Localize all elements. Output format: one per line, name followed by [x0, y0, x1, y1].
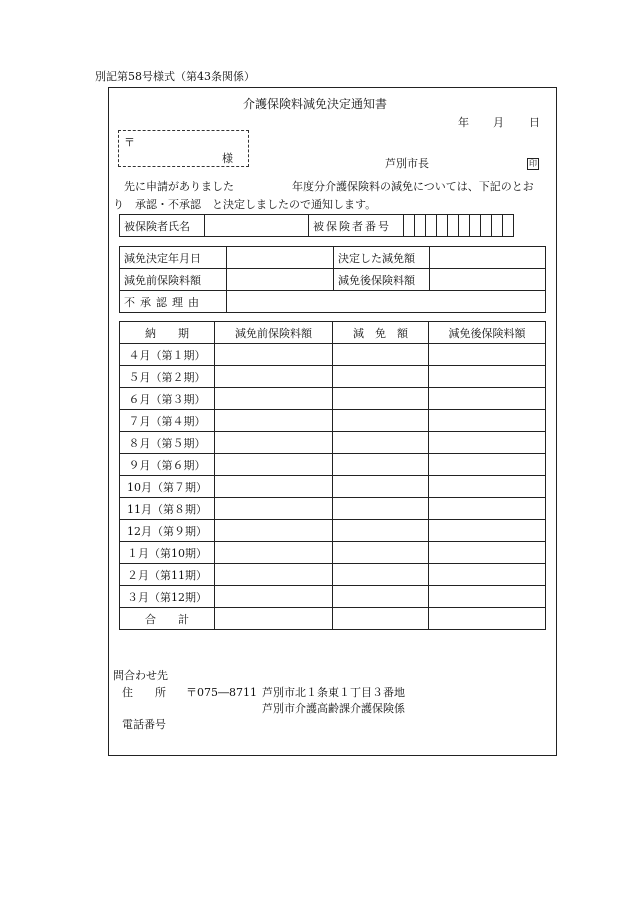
decision-table — [119, 246, 546, 313]
period-label: 10月（第７期） — [120, 476, 215, 498]
insured-number-label: 被保険者番号 — [309, 215, 404, 237]
after-amount-cell[interactable] — [429, 476, 546, 498]
contact-address-label: 住 所 — [122, 686, 166, 699]
after-amount-cell[interactable] — [429, 410, 546, 432]
after-amount-field[interactable] — [430, 269, 546, 291]
body-line2: り 承認・不承認 と決定しましたので通知します。 — [113, 198, 377, 211]
insured-number-digit[interactable] — [448, 215, 459, 237]
period-header: 納 期 — [120, 322, 215, 344]
insured-number-digit[interactable] — [481, 215, 492, 237]
insured-number-digit[interactable] — [404, 215, 415, 237]
period-row — [120, 454, 546, 476]
period-label: 11月（第８期） — [120, 498, 215, 520]
period-row — [120, 432, 546, 454]
period-label: ４月（第１期） — [120, 344, 215, 366]
reduction-cell[interactable] — [333, 344, 429, 366]
after-amount-cell[interactable] — [429, 564, 546, 586]
decision-amount-field[interactable] — [430, 247, 546, 269]
sender-name: 芦別市長 — [385, 157, 429, 170]
insured-number-digit[interactable] — [470, 215, 481, 237]
date-year: 年 — [458, 116, 469, 129]
period-row — [120, 410, 546, 432]
before-amount-cell[interactable] — [215, 366, 333, 388]
period-label: ９月（第６期） — [120, 454, 215, 476]
period-label: １月（第10期） — [120, 542, 215, 564]
before-amount-cell[interactable] — [215, 476, 333, 498]
period-table — [119, 321, 546, 630]
total-label: 合 計 — [120, 608, 215, 630]
reduction-cell[interactable] — [333, 432, 429, 454]
reduction-cell[interactable] — [333, 476, 429, 498]
seal-mark — [527, 156, 539, 170]
reduction-cell[interactable] — [333, 520, 429, 542]
contact-department: 芦別市介護高齢課介護保険係 — [262, 702, 405, 715]
body-line1-a: 先に申請がありました — [124, 180, 234, 193]
reduction-cell[interactable] — [333, 498, 429, 520]
period-row — [120, 498, 546, 520]
page-title: 介護保険料減免決定通知書 — [242, 97, 387, 111]
period-row — [120, 388, 546, 410]
decision-date-field[interactable] — [227, 247, 334, 269]
before-amount-cell[interactable] — [215, 520, 333, 542]
postal-mark: 〒 — [124, 136, 135, 149]
contact-heading: 問合わせ先 — [113, 669, 168, 682]
period-row — [120, 476, 546, 498]
date-month: 月 — [493, 116, 504, 129]
insured-number-digit[interactable] — [492, 215, 503, 237]
period-row — [120, 586, 546, 608]
after-amount-cell[interactable] — [429, 344, 546, 366]
after-amount-cell[interactable] — [429, 432, 546, 454]
period-row — [120, 542, 546, 564]
before-amount-cell[interactable] — [215, 432, 333, 454]
after-amount-cell[interactable] — [429, 586, 546, 608]
after-amount-cell[interactable] — [429, 542, 546, 564]
period-header: 減免前保険料額 — [215, 322, 333, 344]
decision-amount-label: 決定した減免額 — [334, 247, 430, 269]
total-reduction-cell[interactable] — [333, 608, 429, 630]
after-amount-cell[interactable] — [429, 388, 546, 410]
after-amount-cell[interactable] — [429, 366, 546, 388]
reason-label: 不承認理由 — [120, 291, 227, 313]
contact-phone-label: 電話番号 — [122, 718, 166, 731]
insured-name-label: 被保険者氏名 — [120, 215, 205, 237]
total-after-cell[interactable] — [429, 608, 546, 630]
total-row — [120, 608, 546, 630]
insured-number-digit[interactable] — [437, 215, 448, 237]
period-row — [120, 520, 546, 542]
period-label: ８月（第５期） — [120, 432, 215, 454]
reduction-cell[interactable] — [333, 410, 429, 432]
form-number: 別記第58号様式（第43条関係） — [95, 70, 255, 83]
period-label: ２月（第11期） — [120, 564, 215, 586]
before-amount-cell[interactable] — [215, 586, 333, 608]
period-label: ５月（第２期） — [120, 366, 215, 388]
after-amount-cell[interactable] — [429, 454, 546, 476]
before-amount-cell[interactable] — [215, 454, 333, 476]
before-amount-cell[interactable] — [215, 498, 333, 520]
period-label: ３月（第12期） — [120, 586, 215, 608]
period-label: 12月（第９期） — [120, 520, 215, 542]
seal-icon: 印 — [529, 159, 537, 168]
period-label: ６月（第３期） — [120, 388, 215, 410]
reduction-cell[interactable] — [333, 388, 429, 410]
period-row — [120, 366, 546, 388]
period-header: 減 免 額 — [333, 322, 429, 344]
insured-name-field[interactable] — [205, 215, 309, 237]
reduction-cell[interactable] — [333, 542, 429, 564]
contact-address: 芦別市北１条東１丁目３番地 — [262, 686, 405, 699]
before-amount-cell[interactable] — [215, 564, 333, 586]
contact-postal: 〒075―8711 — [186, 686, 257, 699]
before-amount-cell[interactable] — [215, 542, 333, 564]
before-amount-field[interactable] — [227, 269, 334, 291]
insured-number-digit[interactable] — [459, 215, 470, 237]
insured-number-digit[interactable] — [426, 215, 437, 237]
insured-number-digit[interactable] — [503, 215, 514, 237]
total-before-cell[interactable] — [215, 608, 333, 630]
before-amount-cell[interactable] — [215, 388, 333, 410]
reduction-cell[interactable] — [333, 586, 429, 608]
period-label: ７月（第４期） — [120, 410, 215, 432]
decision-date-label: 減免決定年月日 — [120, 247, 227, 269]
insured-info-table — [119, 214, 514, 237]
addressee-sama: 様 — [222, 152, 233, 165]
period-row — [120, 564, 546, 586]
reduction-cell[interactable] — [333, 564, 429, 586]
period-row — [120, 344, 546, 366]
insured-number-digit[interactable] — [415, 215, 426, 237]
reduction-cell[interactable] — [333, 454, 429, 476]
after-amount-cell[interactable] — [429, 498, 546, 520]
after-amount-cell[interactable] — [429, 520, 546, 542]
before-amount-cell[interactable] — [215, 344, 333, 366]
period-header: 減免後保険料額 — [429, 322, 546, 344]
body-line1-b: 年度分介護保険料の減免については、下記のとお — [292, 180, 534, 193]
reduction-cell[interactable] — [333, 366, 429, 388]
date-day: 日 — [529, 116, 540, 129]
before-amount-cell[interactable] — [215, 410, 333, 432]
before-amount-label: 減免前保険料額 — [120, 269, 227, 291]
after-amount-label: 減免後保険料額 — [334, 269, 430, 291]
reason-field[interactable] — [227, 291, 546, 313]
